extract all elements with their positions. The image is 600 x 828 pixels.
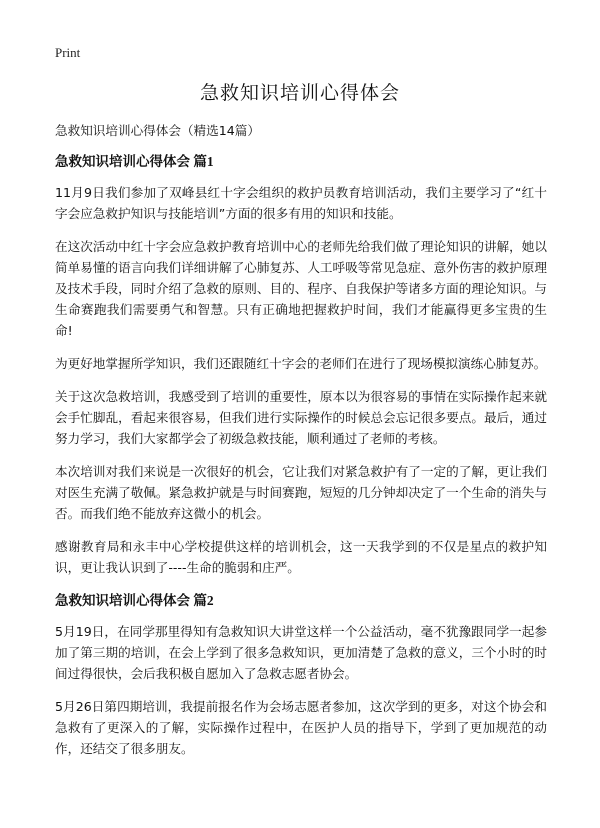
paragraph: 5月26日第四期培训，我提前报名作为会场志愿者参加，这次学到的更多，对这个协会和急救有了更深入的了解，实际操作过程中，在医护人员的指导下，学到了更加规范的动作，还结交了很多朋友。 (55, 699, 547, 756)
article-subtitle: 急救知识培训心得体会（精选14篇） (55, 123, 260, 138)
paragraph: 11月9日我们参加了双峰县红十字会组织的救护员教育培训活动，我们主要学习了“红十字会应急救护知识与技能培训”方面的很多有用的知识和技能。 (55, 185, 547, 221)
paragraph: 感谢教育局和永丰中心学校提供这样的培训机会，这一天我学到的不仅是星点的救护知识，更让我认识到了----生命的脆弱和庄严。 (55, 539, 547, 575)
paragraph: 为更好地掌握所学知识，我们还跟随红十字会的老师们在进行了现场模拟演练心肺复苏。 (55, 356, 547, 371)
section-heading: 急救知识培训心得体会 篇2 (55, 593, 214, 608)
paragraph: 本次培训对我们来说是一次很好的机会，它让我们对紧急救护有了一定的了解，更让我们对医生充满了敬佩。紧急救护就是与时间赛跑，短短的几分钟却决定了一个生命的消失与否。而我们绝不能放弃这微小的机会。 (55, 464, 547, 521)
paragraph: 在这次活动中红十字会应急救护教育培训中心的老师先给我们做了理论知识的讲解，她以简单易懂的语言向我们详细讲解了心肺复苏、人工呼吸等常见急症、意外伤害的救护原理及技术手段，同时介绍了急救的原则、目的、程序、自我保护等诸多方面的理论知识。与生命赛跑我们需要勇气和智慧。只有正确地把握救护时间，我们才能赢得更多宝贵的生命! (55, 239, 547, 338)
print-link[interactable]: Print (55, 45, 81, 60)
paragraph: 关于这次急救培训，我感受到了培训的重要性，原本以为很容易的事情在实际操作起来就会手忙脚乱，看起来很容易，但我们进行实际操作的时候总会忘记很多要点。最后，通过努力学习，我们大家都学会了初级急救技能，顺利通过了老师的考核。 (55, 389, 547, 446)
paragraph: 5月19日，在同学那里得知有急救知识大讲堂这样一个公益活动，毫不犹豫跟同学一起参加了第三期的培训，在会上学到了很多急救知识，更加清楚了急救的意义，三个小时的时间过得很快，会后我积极自愿加入了急救志愿者协会。 (55, 624, 547, 681)
article-body (55, 120, 547, 771)
page-title: 急救知识培训心得体会 (199, 82, 400, 104)
section-heading: 急救知识培训心得体会 篇1 (55, 154, 214, 169)
